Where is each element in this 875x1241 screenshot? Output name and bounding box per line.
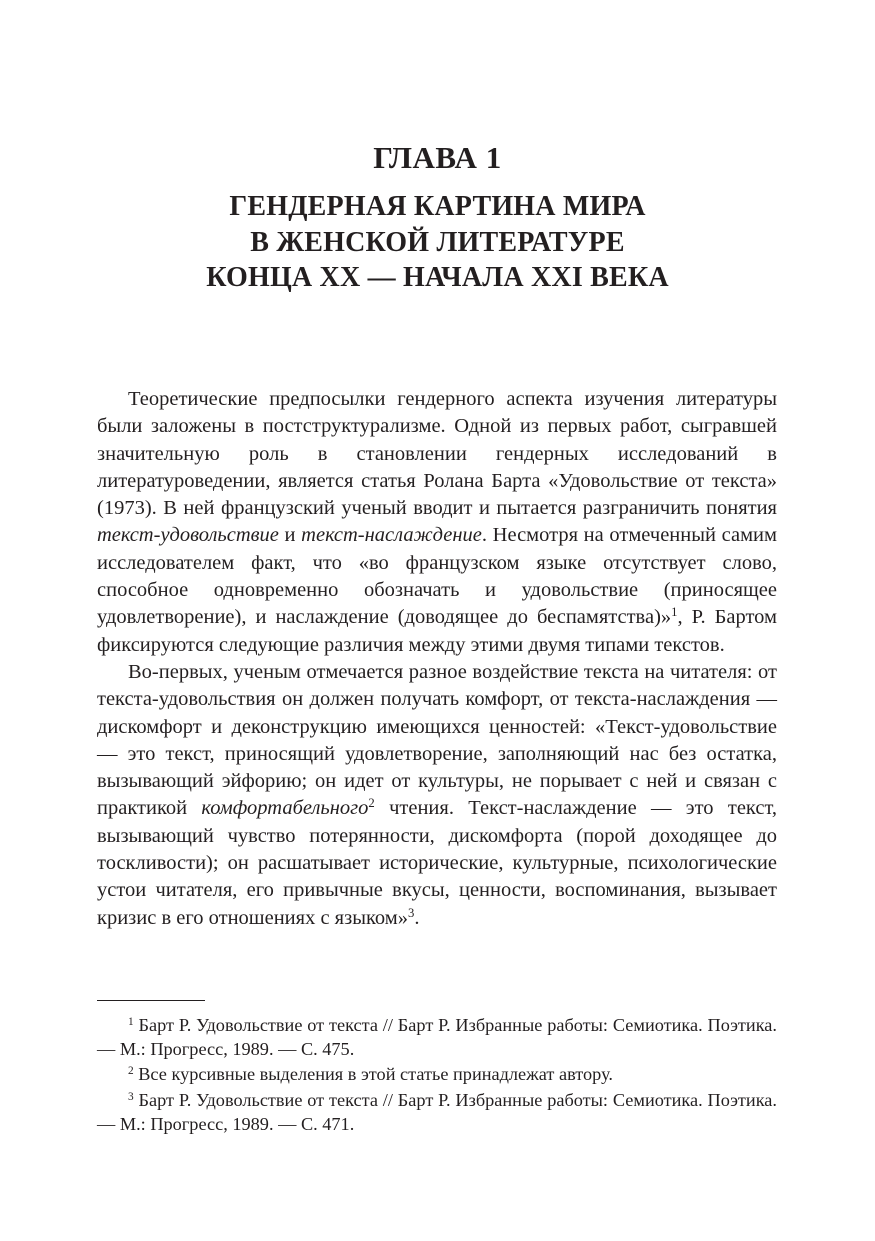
footnote-text: Барт Р. Удовольствие от текста // Барт Р. Избранные работы: Семиотика. Поэтика. — М.: Прогресс, 1989. — С. 471. bbox=[97, 1089, 777, 1134]
footnote-mark: 3 bbox=[128, 1090, 134, 1103]
footnote-text: Все курсивные выделения в этой статье принадлежат автору. bbox=[133, 1064, 613, 1085]
footnote-divider bbox=[97, 1000, 205, 1001]
text-segment: Во-первых, ученым отмечается разное воздействие текста на читателя: от текста-удовольствия он должен получать комфорт, от текста-наслаждения — дискомфорт и деконструкцию имеющихся ценностей: «Текст-удовольствие — это текст, приносящий удовлетворение, заполняющий нас без остатка, вызывающий эйфорию; он идет от культуры, не порывает с ней и связан с практикой bbox=[97, 660, 777, 820]
italic-term: текст-удовольствие bbox=[97, 524, 279, 547]
footnote-text: Барт Р. Удовольствие от текста // Барт Р. Избранные работы: Семиотика. Поэтика. — М.: Прогресс, 1989. — С. 475. bbox=[97, 1015, 777, 1060]
text-segment: Теоретические предпосылки гендерного аспекта изучения литературы были заложены в постструктурализме. Одной из первых работ, сыгравшей значительную роль в становлении гендерных исследований в литературоведении, является статья Ролана Барта «Удовольствие от текста» (1973). В ней французский ученый вводит и пытается разграничить понятия bbox=[97, 388, 777, 520]
paragraph bbox=[97, 659, 777, 932]
footnote-ref: 1 bbox=[671, 605, 678, 620]
chapter-label: ГЛАВА 1 bbox=[373, 140, 502, 175]
text-segment: чтения. Текст-наслаждение — это текст, вызывающий чувство потерянности, дискомфорта (порой доходящее до тоскливости); он расшатывает исторические, культурные, психологические устои читателя, его привычные вкусы, ценности, воспоминания, вызывает кризис в его отношениях с языком» bbox=[97, 797, 778, 929]
main-text bbox=[97, 386, 777, 932]
chapter-title-line: В ЖЕНСКОЙ ЛИТЕРАТУРЕ bbox=[250, 226, 625, 258]
paragraph bbox=[97, 386, 777, 659]
text-segment: , Р. Бартом фиксируются следующие различия между этими двумя типами текстов. bbox=[97, 606, 777, 656]
footnotes bbox=[97, 1013, 777, 1137]
footnote-ref: 3 bbox=[407, 905, 415, 920]
footnote bbox=[97, 1013, 777, 1061]
italic-term: текст-наслаждение bbox=[301, 524, 482, 547]
italic-term: комфортабельного bbox=[201, 797, 369, 820]
footnote bbox=[97, 1088, 777, 1136]
chapter-title-line: КОНЦА XX — НАЧАЛА XXI ВЕКА bbox=[206, 262, 669, 293]
text-segment: . Несмотря на отмеченный самим исследователем факт, что «во французском языке отсутствует слово, способное одновременно обозначать и удовольствие (приносящее удовлетворение), и наслаждение (доводящее до беспамятства)» bbox=[97, 524, 777, 629]
chapter-title-line: ГЕНДЕРНАЯ КАРТИНА МИРА bbox=[229, 191, 646, 222]
text-segment: и bbox=[278, 524, 302, 547]
footnote-mark: 2 bbox=[128, 1065, 134, 1078]
footnote-ref: 2 bbox=[368, 796, 375, 811]
text-segment: . bbox=[414, 906, 420, 929]
footnote bbox=[97, 1062, 777, 1086]
chapter-title bbox=[0, 189, 875, 296]
footnote-mark: 1 bbox=[128, 1015, 134, 1028]
